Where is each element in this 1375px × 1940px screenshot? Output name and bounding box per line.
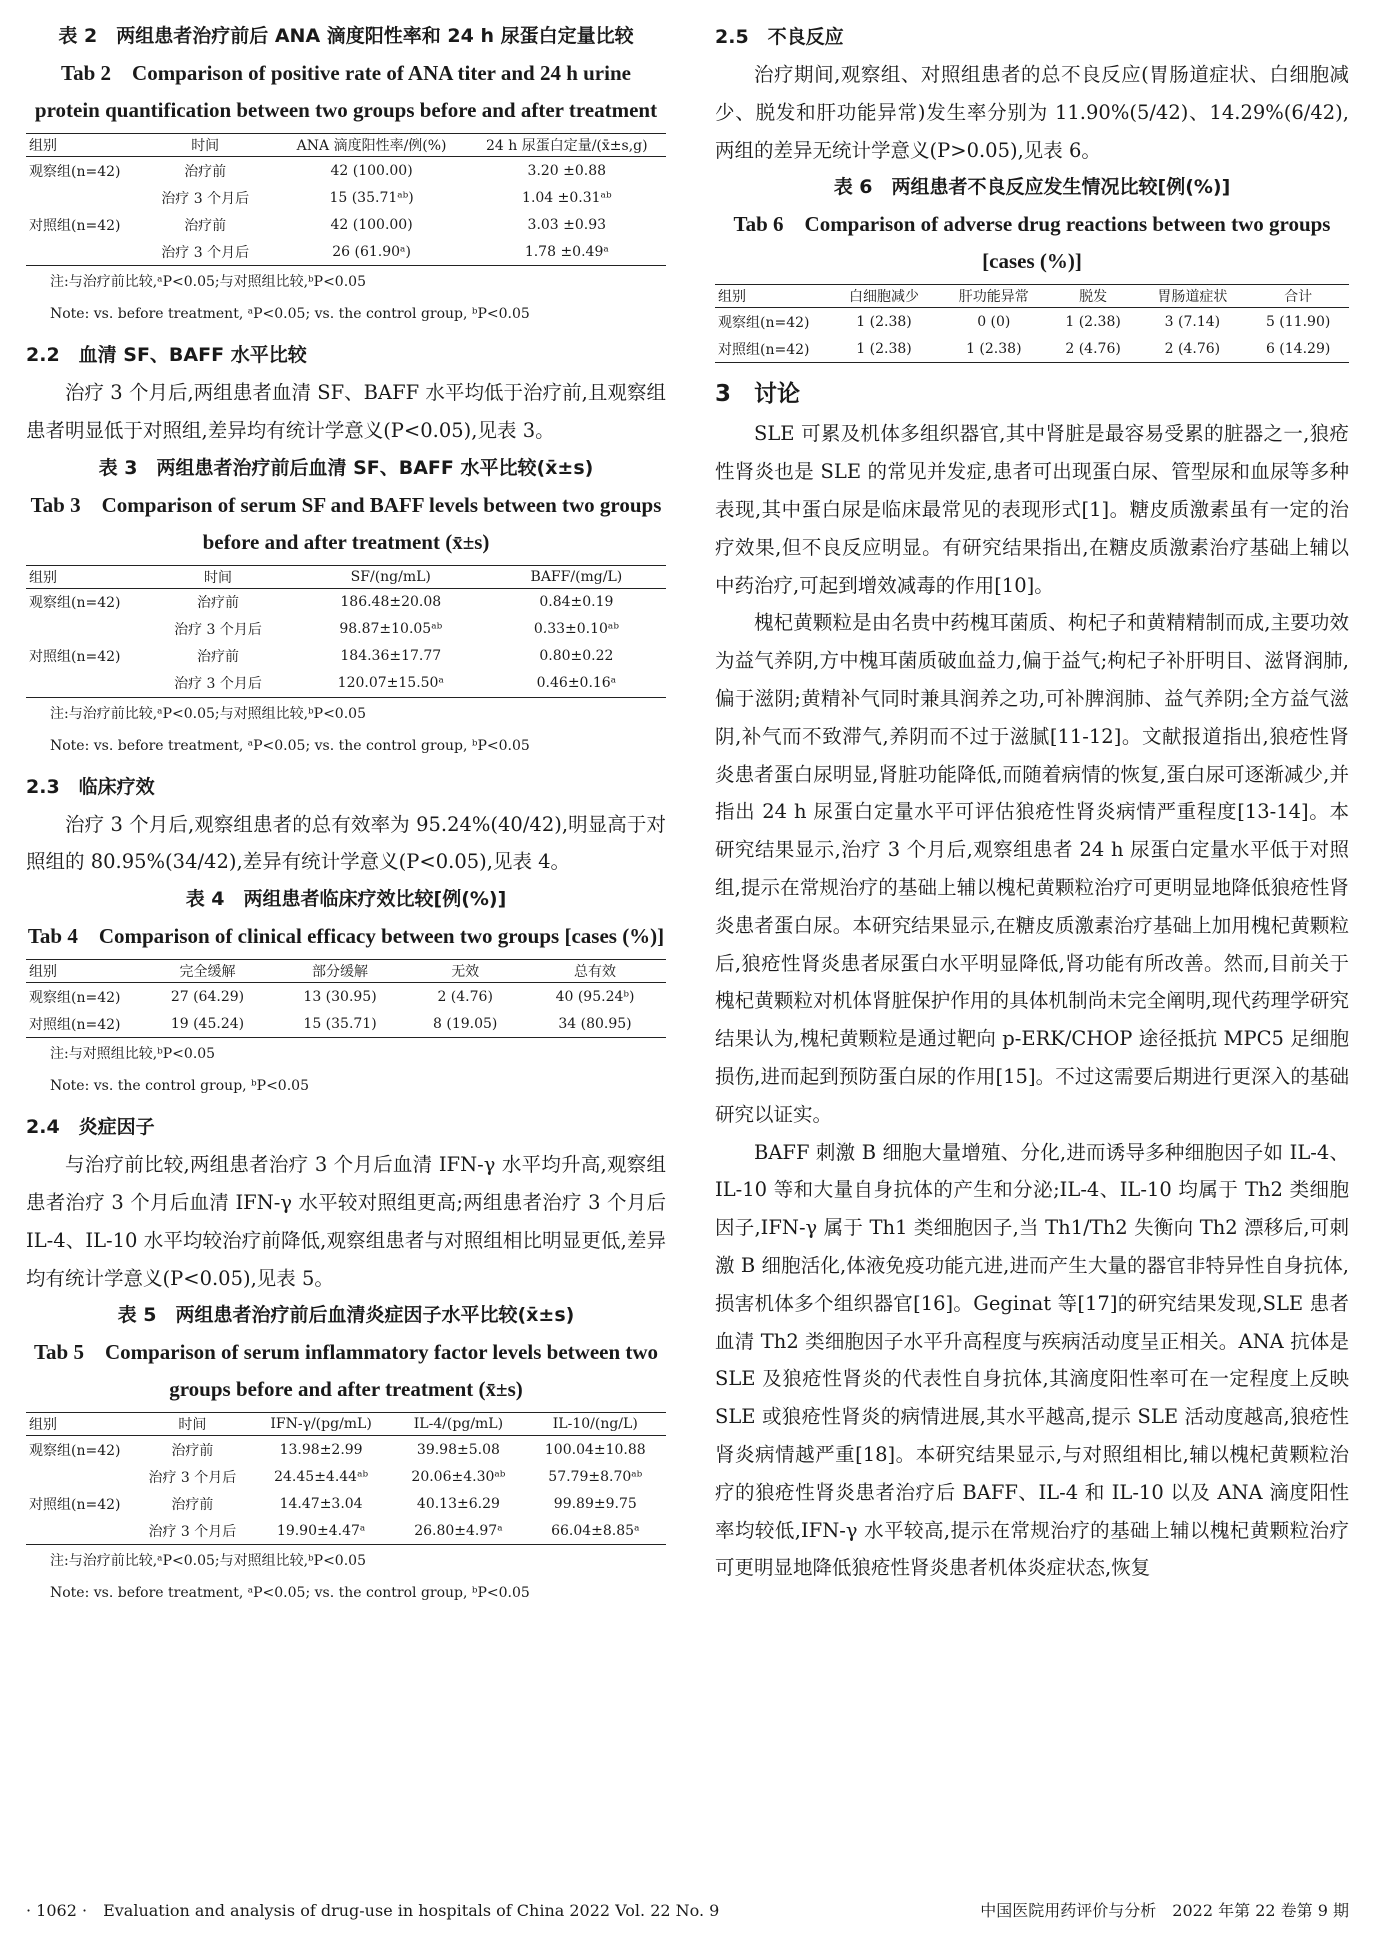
table-cell: 66.04±8.85ᵃ: [525, 1517, 666, 1545]
table-cell: [26, 1517, 135, 1545]
table-row: [26, 1463, 666, 1490]
section-2-3-heading: 2.3 临床疗效: [26, 775, 155, 798]
footer-journal-cn: 中国医院用药评价与分析 2022 年第 22 卷第 9 期: [980, 1901, 1349, 1920]
table-cell: [26, 238, 135, 266]
table-header: 时间: [141, 565, 295, 588]
table-cell: 0.80±0.22: [539, 648, 614, 665]
table-cell: 42 (100.00): [330, 162, 413, 179]
section-2-3-text: 治疗 3 个月后,观察组患者的总有效率为 95.24%(40/42),明显高于对照组的 80.95%(34/42),差异有统计学意义(P<0.05),见表 4。: [26, 812, 666, 874]
table-header: 白细胞减少: [829, 285, 939, 308]
table-row: [26, 157, 666, 185]
table-cell: 观察组(n=42): [718, 314, 810, 331]
table-cell: 观察组(n=42): [29, 163, 121, 180]
table-3: [26, 565, 666, 698]
table-cell: 观察组(n=42): [29, 989, 121, 1006]
table-cell: [26, 616, 141, 643]
table-cell: 15 (35.71ᵃᵇ): [329, 189, 414, 206]
table-cell: 治疗前: [171, 1442, 214, 1459]
table-header: IL-4/(pg/mL): [392, 1413, 524, 1436]
table-header: 组别: [26, 960, 141, 983]
table-header: 组别: [26, 134, 135, 157]
table-cell: 对照组(n=42): [29, 217, 121, 234]
table5-note-cn: 注:与治疗前比较,ᵃP<0.05;与对照组比较,ᵇP<0.05: [50, 1553, 366, 1570]
table-row: [26, 1436, 666, 1464]
table4-note-cn: 注:与对照组比较,ᵇP<0.05: [50, 1046, 216, 1063]
table2-caption-cn: 表 2 两组患者治疗前后 ANA 滴度阳性率和 24 h 尿蛋白定量比较: [58, 25, 634, 47]
table-row: [26, 1490, 666, 1517]
table-5: [26, 1412, 666, 1545]
table-header: IFN-γ/(pg/mL): [250, 1413, 392, 1436]
table-header: 胃肠道症状: [1137, 285, 1247, 308]
table-header: 组别: [26, 1413, 135, 1436]
table-cell: 1 (2.38): [939, 335, 1049, 363]
table-cell: 1 (2.38): [856, 313, 912, 330]
table6-caption-cn: 表 6 两组患者不良反应发生情况比较[例(%)]: [833, 176, 1231, 199]
table-cell: 治疗 3 个月后: [135, 1517, 250, 1545]
table3-caption-cn: 表 3 两组患者治疗前后血清 SF、BAFF 水平比较(x̄±s): [98, 456, 594, 479]
table-row: [26, 588, 666, 616]
table-row: [26, 983, 666, 1011]
table-cell: 对照组(n=42): [29, 1496, 121, 1513]
table2-note-en: Note: vs. before treatment, ᵃP<0.05; vs. the control group, ᵇP<0.05: [50, 306, 530, 322]
table4-note-en: Note: vs. the control group, ᵇP<0.05: [50, 1078, 309, 1095]
section-3-heading: 3 讨论: [715, 381, 801, 408]
table-cell: 2 (4.76): [437, 988, 493, 1005]
table-cell: 1.78 ±0.49ᵃ: [468, 238, 666, 266]
table-cell: [26, 184, 135, 211]
table-cell: [26, 670, 141, 698]
table-header: SF/(ng/mL): [295, 565, 487, 588]
table-cell: 27 (64.29): [170, 988, 245, 1005]
table-cell: 2 (4.76): [1049, 335, 1138, 363]
table-cell: 42 (100.00): [330, 216, 413, 233]
table-cell: 34 (80.95): [524, 1010, 666, 1038]
table-cell: 治疗前: [196, 649, 239, 666]
table5-note-en: Note: vs. before treatment, ᵃP<0.05; vs. the control group, ᵇP<0.05: [50, 1585, 530, 1602]
table-cell: 184.36±17.77: [340, 648, 442, 665]
table6-caption-en: Tab 6 Comparison of adverse drug reactions between two groups [cases (%)]: [733, 212, 1331, 274]
table4-caption-cn: 表 4 两组患者临床疗效比较[例(%)]: [185, 888, 507, 911]
table-cell: 40.13±6.29: [416, 1495, 500, 1512]
section-2-5-heading: 2.5 不良反应: [715, 26, 844, 48]
table-cell: 57.79±8.70ᵃᵇ: [548, 1468, 643, 1485]
table-cell: 对照组(n=42): [26, 1010, 141, 1038]
table2-caption-en: Tab 2 Comparison of positive rate of ANA titer and 24 h urine protein quantification between two groups before and after treatment: [34, 61, 658, 122]
table-cell: 观察组(n=42): [29, 595, 121, 612]
table-cell: 0.84±0.19: [539, 594, 614, 611]
table-header: 时间: [135, 1413, 250, 1436]
table-cell: 40 (95.24ᵇ): [555, 988, 635, 1005]
discussion-paragraph-2: 槐杞黄颗粒是由名贵中药槐耳菌质、枸杞子和黄精精制而成,主要功效为益气养阴,方中槐耳菌质破血益力,偏于益气;枸杞子补肝明目、滋肾润肺,偏于滋阴;黄精补气同时兼具润养之功,可补脾润肺、益气养阴;全方益气滋阴,补气而不致滞气,养阴而不过于滋腻[11-12]。文献报道指出,狼疮性肾炎患者蛋白尿明显,肾脏功能降低,而随着病情的恢复,蛋白尿可逐渐减少,并指出 24 h 尿蛋白定量水平可评估狼疮性肾炎病情严重程度[13-14]。本研究结果显示,治疗 3 个月后,观察组患者 24 h 尿蛋白定量水平低于对照组,提示在常规治疗的基础上辅以槐杞黄颗粒治疗可更明显地降低狼疮性肾炎患者蛋白尿。本研究结果显示,在糖皮质激素治疗基础上加用槐杞黄颗粒后,狼疮性肾炎患者尿蛋白水平明显降低,肾功能有所改善。然而,目前关于槐杞黄颗粒对机体肾脏保护作用的具体机制尚未完全阐明,现代药理学研究结果认为,槐杞黄颗粒是通过靶向 p-ERK/CHOP 途径抵抗 MPC5 足细胞损伤,进而起到预防蛋白尿的作用[15]。不过这需要后期进行更深入的基础研究以证实。: [715, 611, 1349, 1126]
table-cell: 14.47±3.04: [279, 1495, 363, 1512]
table-row: [26, 1517, 666, 1545]
table4-caption-en: Tab 4 Comparison of clinical efficacy between two groups [cases (%)]: [27, 924, 665, 949]
table-cell: 治疗前: [196, 595, 239, 612]
right-column: [715, 18, 1349, 1587]
table-header: 合计: [1247, 285, 1349, 308]
table-header: 肝功能异常: [939, 285, 1049, 308]
table-2: [26, 133, 666, 266]
table3-note-en: Note: vs. before treatment, ᵃP<0.05; vs. the control group, ᵇP<0.05: [50, 737, 530, 754]
discussion-paragraph-3: BAFF 刺激 B 细胞大量增殖、分化,进而诱导多种细胞因子如 IL-4、IL-10 等和大量自身抗体的产生和分泌;IL-4、IL-10 均属于 Th2 类细胞因子,IFN-γ 属于 Th1 类细胞因子,当 Th1/Th2 失衡向 Th2 漂移后,可刺激 B 细胞活化,体液免疫功能亢进,进而产生大量的器官非特异性自身抗体,损害机体多个组织器官[16]。Geginat 等[17]的研究结果发现,SLE 患者血清 Th2 类细胞因子水平升高程度与疾病活动度呈正相关。ANA 抗体是 SLE 及狼疮性肾炎的代表性自身抗体,其滴度阳性率可在一定程度上反映 SLE 或狼疮性肾炎的病情进展,其水平越高,提示 SLE 活动度越高,狼疮性肾炎病情越严重[18]。本研究结果显示,与对照组相比,辅以槐杞黄颗粒治疗的狼疮性肾炎患者治疗后 BAFF、IL-4 和 IL-10 以及 ANA 滴度阳性率均较低,IFN-γ 水平较高,提示在常规治疗的基础上辅以槐杞黄颗粒治疗可更明显地降低狼疮性肾炎患者机体炎症状态,恢复: [715, 1140, 1349, 1580]
table-cell: 186.48±20.08: [340, 594, 442, 611]
table-cell: 13 (30.95): [303, 988, 377, 1005]
table-header: 组别: [715, 285, 829, 308]
table-cell: 治疗前: [184, 163, 227, 180]
table-cell: 治疗前: [171, 1496, 214, 1513]
table-cell: 24.45±4.44ᵃᵇ: [274, 1468, 369, 1485]
table-header: 部分缓解: [274, 960, 407, 983]
table-row: [26, 616, 666, 643]
table-header: 组别: [26, 565, 141, 588]
table-cell: 120.07±15.50ᵃ: [295, 670, 487, 698]
table-cell: 观察组(n=42): [29, 1442, 121, 1459]
table-row: [26, 238, 666, 266]
table-header: 总有效: [524, 960, 666, 983]
table-cell: 100.04±10.88: [544, 1441, 646, 1458]
table-header: 完全缓解: [141, 960, 274, 983]
table-row: [26, 211, 666, 238]
table-cell: 99.89±9.75: [553, 1495, 637, 1512]
table-row: [26, 184, 666, 211]
table-row: [26, 670, 666, 698]
table-cell: 3.03 ±0.93: [527, 216, 607, 233]
table-cell: 2 (4.76): [1137, 335, 1247, 363]
section-2-5-text: 治疗期间,观察组、对照组患者的总不良反应(胃肠道症状、白细胞减少、脱发和肝功能异常)发生率分别为 11.90%(5/42)、14.29%(6/42),两组的差异无统计学意义(P>0.05),见表 6。: [715, 63, 1349, 162]
table-cell: 治疗前: [184, 217, 227, 234]
table-cell: 5 (11.90): [1265, 313, 1331, 330]
table-cell: 3.20 ±0.88: [527, 162, 607, 179]
table5-caption-cn: 表 5 两组患者治疗前后血清炎症因子水平比较(x̄±s): [117, 1304, 575, 1327]
table-cell: 治疗 3 个月后: [148, 1469, 237, 1486]
table-header: 24 h 尿蛋白定量/(x̄±s,g): [468, 134, 666, 157]
table-cell: 1.04 ±0.31ᵃᵇ: [522, 189, 612, 206]
table-row: [715, 335, 1349, 363]
table-header: 无效: [406, 960, 524, 983]
section-2-2-text: 治疗 3 个月后,两组患者血清 SF、BAFF 水平均低于治疗前,且观察组患者明显低于对照组,差异均有统计学意义(P<0.05),见表 3。: [26, 381, 666, 442]
table-cell: 1 (2.38): [829, 335, 939, 363]
table-cell: 治疗 3 个月后: [174, 622, 262, 639]
table-cell: 6 (14.29): [1247, 335, 1349, 363]
table-cell: 26 (61.90ᵃ): [276, 238, 468, 266]
table-cell: 治疗 3 个月后: [135, 238, 276, 266]
table-cell: 19.90±4.47ᵃ: [250, 1517, 392, 1545]
table-cell: 对照组(n=42): [29, 649, 121, 666]
table-cell: 8 (19.05): [406, 1010, 524, 1038]
table-4: [26, 959, 666, 1038]
table-header: ANA 滴度阳性率/例(%): [276, 134, 468, 157]
table-6: [715, 284, 1349, 363]
table-header: IL-10/(ng/L): [525, 1413, 666, 1436]
table-cell: 0.46±0.16ᵃ: [487, 670, 666, 698]
table-cell: 0.33±0.10ᵃᵇ: [533, 621, 619, 638]
table-cell: 19 (45.24): [141, 1010, 274, 1038]
table-cell: 1 (2.38): [1065, 313, 1121, 330]
table5-caption-en: Tab 5 Comparison of serum inflammatory factor levels between two groups before and after treatment (x̄±s): [33, 1340, 659, 1402]
table-header: 脱发: [1049, 285, 1138, 308]
table-cell: 对照组(n=42): [715, 335, 829, 363]
table-cell: [26, 1463, 135, 1490]
table3-caption-en: Tab 3 Comparison of serum SF and BAFF levels between two groups before and after treatment (x̄±s): [30, 492, 662, 554]
table-row: [26, 643, 666, 670]
discussion-paragraph-1: SLE 可累及机体多组织器官,其中肾脏是最容易受累的脏器之一,狼疮性肾炎也是 SLE 的常见并发症,患者可出现蛋白尿、管型尿和血尿等多种表现,其中蛋白尿是临床最常见的表现形式[1]。糖皮质激素虽有一定的治疗效果,但不良反应明显。有研究结果指出,在糖皮质激素治疗基础上辅以中药治疗,可起到增效减毒的作用[10]。: [715, 422, 1349, 597]
table3-note-cn: 注:与治疗前比较,ᵃP<0.05;与对照组比较,ᵇP<0.05: [50, 705, 366, 722]
left-column: [26, 18, 666, 1609]
footer-journal-en: · 1062 · Evaluation and analysis of drug-use in hospitals of China 2022 Vol. 22 No. 9: [26, 1901, 720, 1920]
table-row: [26, 1010, 666, 1038]
table-header: BAFF/(mg/L): [487, 565, 666, 588]
table-cell: 39.98±5.08: [416, 1441, 500, 1458]
section-2-2-heading: 2.2 血清 SF、BAFF 水平比较: [26, 344, 307, 366]
table-row: [715, 308, 1349, 336]
section-2-4-text: 与治疗前比较,两组患者治疗 3 个月后血清 IFN-γ 水平均升高,观察组患者治疗 3 个月后血清 IFN-γ 水平较对照组更高;两组患者治疗 3 个月后 IL-4、IL-10 水平均较治疗前降低,观察组患者与对照组相比明显更低,差异均有统计学意义(P<0.05),见表 5。: [26, 1153, 666, 1290]
table-header: 时间: [135, 134, 276, 157]
table-cell: 0 (0): [977, 313, 1011, 330]
table-cell: 13.98±2.99: [279, 1441, 363, 1458]
table-cell: 98.87±10.05ᵃᵇ: [339, 621, 443, 638]
table-cell: 3 (7.14): [1164, 313, 1221, 330]
table2-note-cn: 注:与治疗前比较,ᵃP<0.05;与对照组比较,ᵇP<0.05: [50, 274, 366, 290]
section-2-4-heading: 2.4 炎症因子: [26, 1116, 155, 1139]
table-cell: 治疗 3 个月后: [161, 190, 250, 207]
table-cell: 26.80±4.97ᵃ: [392, 1517, 524, 1545]
table-cell: 治疗 3 个月后: [141, 670, 295, 698]
table-cell: 15 (35.71): [274, 1010, 407, 1038]
table-cell: 20.06±4.30ᵃᵇ: [411, 1468, 506, 1485]
